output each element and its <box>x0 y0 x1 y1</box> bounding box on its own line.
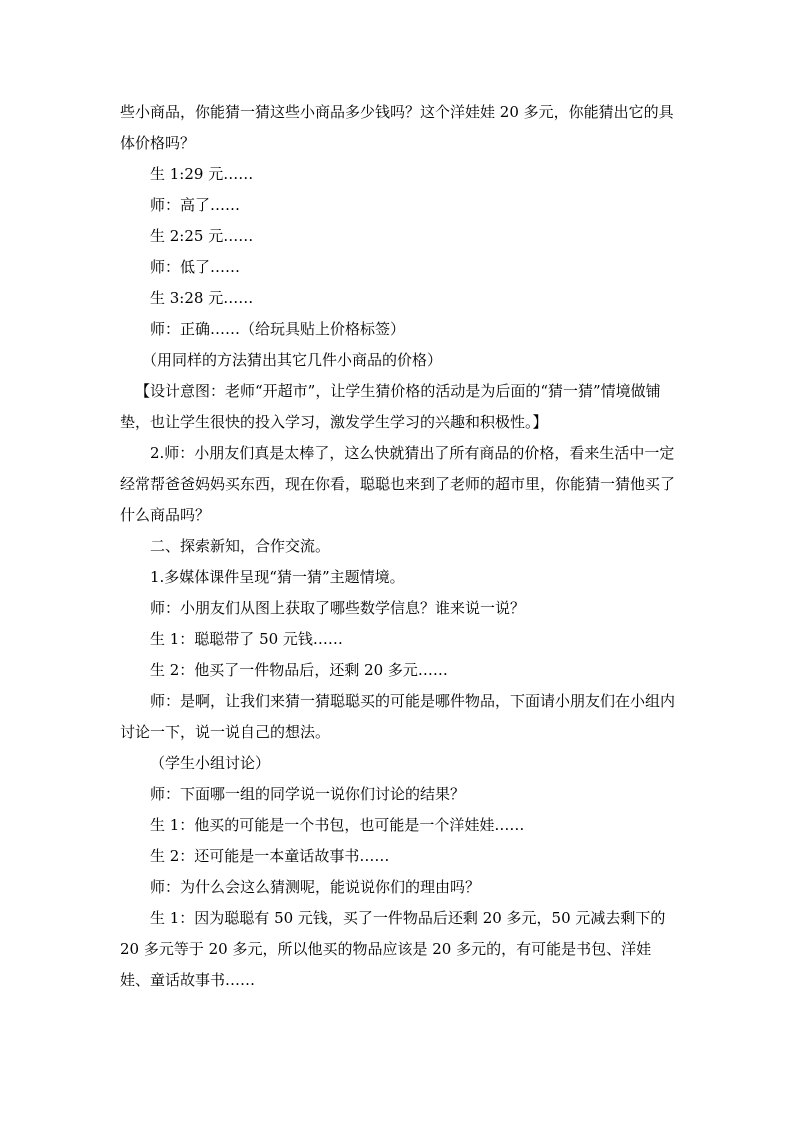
dialogue-teacher-results: 师：下面哪一组的同学说一说你们讨论的结果？ <box>150 785 466 803</box>
design-intent-note: 【设计意图：老师“开超市”，让学生猜价格的活动是为后面的“猜一猜”情境做铺垫，也让学生很快的投入学习，激发学生学习的兴趣和积极性。】 <box>120 382 661 431</box>
dialogue-student-2-guess: 生 2:25 元…… <box>150 227 254 245</box>
dialogue-student-1-answer: 生 1：他买的可能是一个书包，也可能是一个洋娃娃…… <box>150 816 525 834</box>
paragraph-intro-continuation: 些小商品，你能猜一猜这些小商品多少钱吗？这个洋娃娃 20 多元，你能猜出它的具体价格吗？ <box>120 103 674 152</box>
dialogue-student-1-info: 生 1：聪聪带了 50 元钱…… <box>150 630 343 648</box>
section-heading-explore: 二、探索新知，合作交流。 <box>150 537 331 555</box>
dialogue-student-2-info: 生 2：他买了一件物品后，还剩 20 多元…… <box>150 661 448 679</box>
dialogue-teacher-too-high: 师：高了…… <box>150 196 241 214</box>
dialogue-student-2-answer: 生 2：还可能是一本童话故事书…… <box>150 847 390 865</box>
dialogue-student-1-guess: 生 1:29 元…… <box>150 165 254 183</box>
dialogue-student-3-guess: 生 3:28 元…… <box>150 289 254 307</box>
document-body <box>120 97 676 996</box>
dialogue-teacher-discuss: 师：是啊，让我们来猜一猜聪聪买的可能是哪件物品，下面请小朋友们在小组内讨论一下，说一说自己的想法。 <box>120 692 676 741</box>
dialogue-teacher-correct: 师：正确……（给玩具贴上价格标签） <box>150 320 406 338</box>
stage-direction-same-method: （用同样的方法猜出其它几件小商品的价格） <box>142 351 443 369</box>
dialogue-teacher-reason: 师：为什么会这么猜测呢，能说说你们的理由吗？ <box>150 878 481 896</box>
dialogue-teacher-too-low: 师：低了…… <box>150 258 241 276</box>
step-multimedia-scene: 1.多媒体课件呈现“猜一猜”主题情境。 <box>150 568 405 586</box>
dialogue-teacher-question: 师：小朋友们从图上获取了哪些数学信息？谁来说一说？ <box>150 599 526 617</box>
dialogue-student-1-reason: 生 1：因为聪聪有 50 元钱，买了一件物品后还剩 20 多元，50 元减去剩下的 20 多元等于 20 多元，所以他买的物品应该是 20 多元的，有可能是书包、洋娃娃、童话故事书…… <box>120 909 666 989</box>
stage-direction-group-discussion: （学生小组讨论） <box>150 754 271 772</box>
paragraph-teacher-praise: 2.师：小朋友们真是太棒了，这么快就猜出了所有商品的价格，看来生活中一定经常帮爸爸妈妈买东西，现在你看，聪聪也来到了老师的超市里，你能猜一猜他买了什么商品吗？ <box>120 444 676 524</box>
